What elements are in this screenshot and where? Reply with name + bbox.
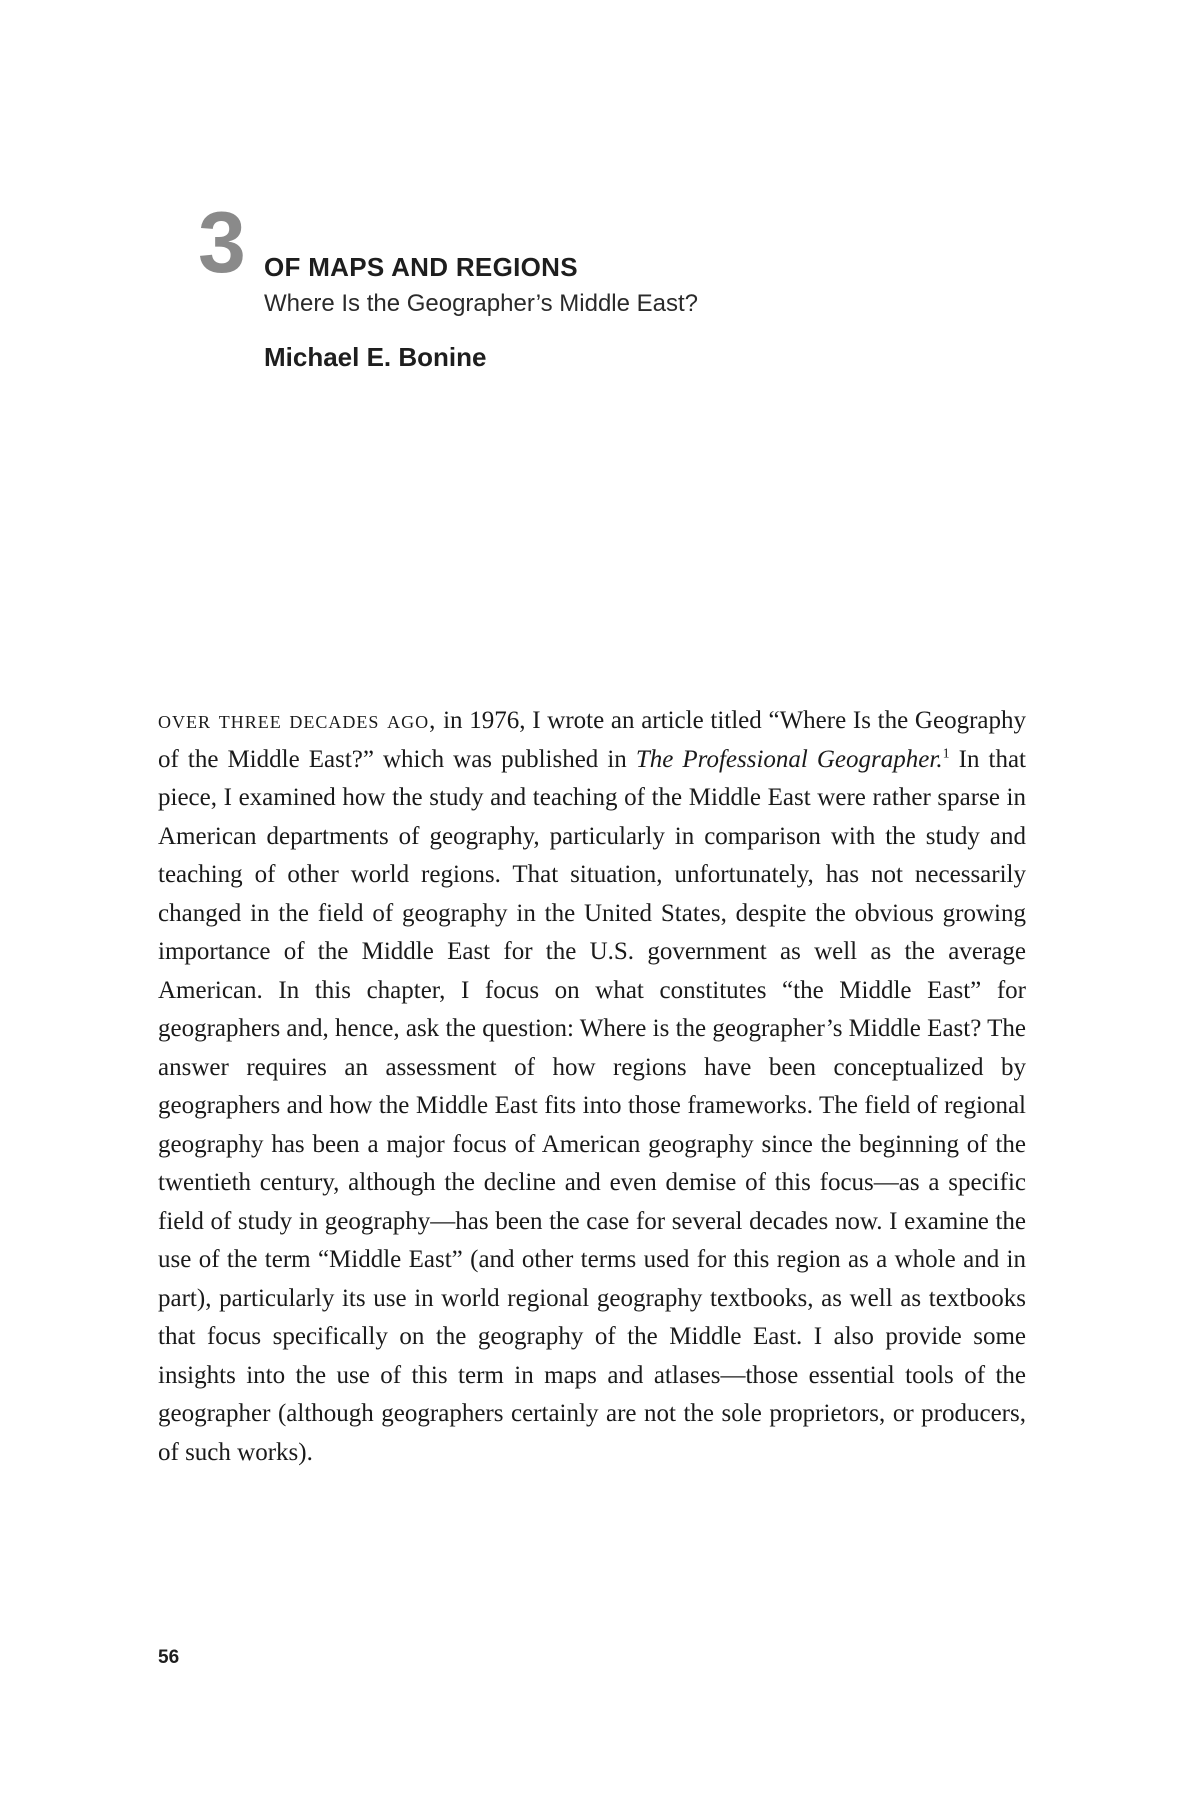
chapter-heading	[198, 195, 1098, 380]
chapter-number: 3	[198, 195, 246, 291]
page-number: 56	[158, 1647, 180, 1668]
body-paragraph	[158, 702, 1026, 1472]
body-text-part-2: In that piece, I examined how the study and teaching of the Middle East were rather sparse in American departments of geography, particularly in comparison with the study and teaching of other world regions. That situation, unfortunately, has not necessarily changed in the field of geography in the United States, despite the obvious growing importance of the Middle East for the U.S. government as well as the average American. In this chapter, I focus on what constitutes “the Middle East” for geographers and, hence, ask the question: Where is the geographer’s Middle East? The answer requires an assessment of how regions have been conceptualized by geographers and how the Middle East fits into those frameworks. The field of regional geography has been a major focus of American geography since the beginning of the twentieth century, although the decline and even demise of this focus—as a specific field of study in geography—has been the case for several decades now. I examine the use of the term “Middle East” (and other terms used for this region as a whole and in part), particularly its use in world regional geography textbooks, as well as textbooks that focus specifically on the geography of the Middle East. I also provide some insights into the use of this term in maps and atlases—those essential tools of the geographer (although geographers certainly are not the sole proprietors, or producers, of such works).	[158, 745, 1026, 1466]
journal-title: The Professional Geographer.	[635, 745, 943, 773]
footnote-reference[interactable]: 1	[942, 746, 950, 762]
chapter-title: OF MAPS AND REGIONS	[264, 252, 578, 282]
body-text-part-1: in 1976, I wrote an article titled “Where Is the Geography of the Middle East?” which was published in	[158, 707, 1026, 773]
chapter-subtitle: Where Is the Geographer’s Middle East?	[264, 290, 699, 317]
lead-in-smallcaps: over three decades ago,	[158, 707, 437, 734]
chapter-author: Michael E. Bonine	[264, 342, 487, 372]
